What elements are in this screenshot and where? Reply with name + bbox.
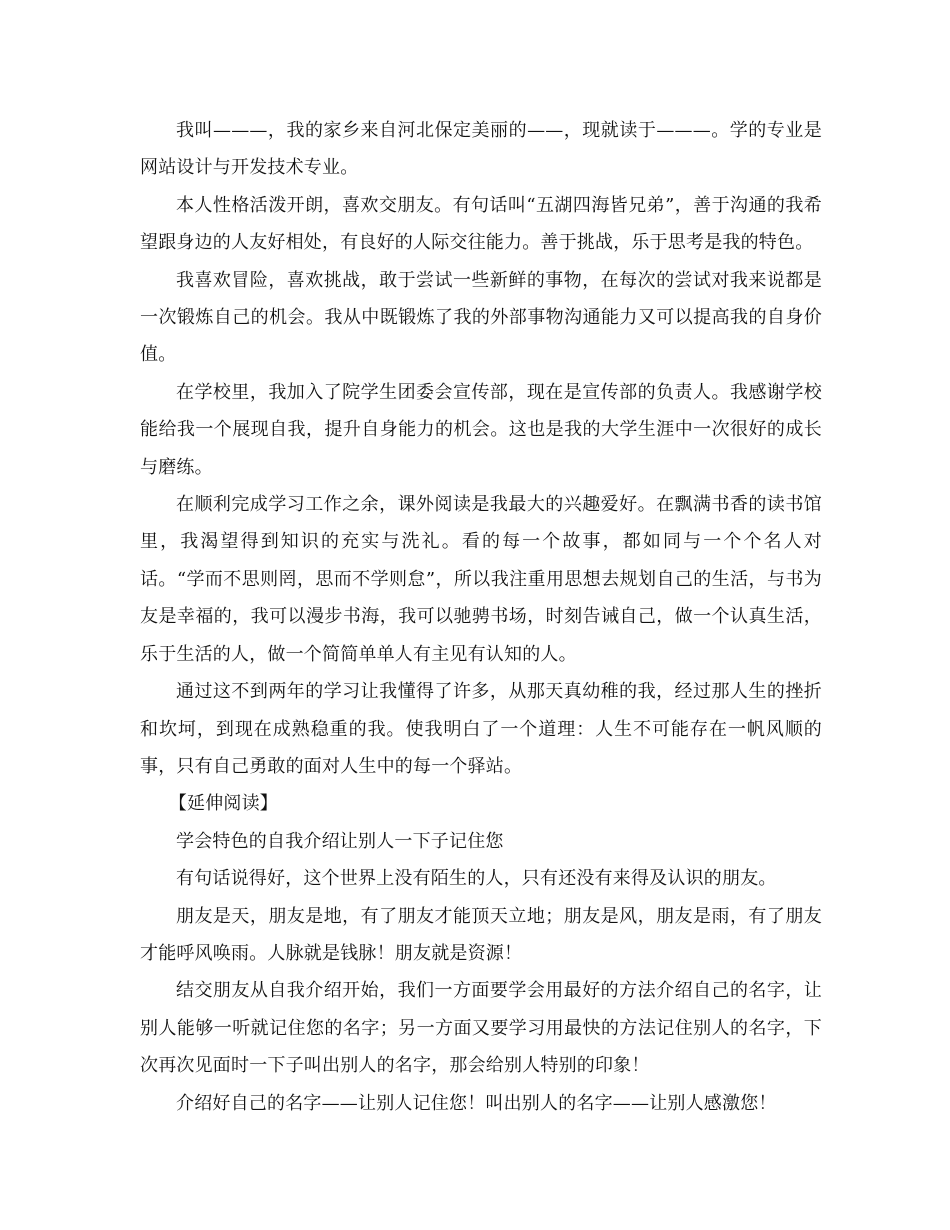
paragraph-growth: 通过这不到两年的学习让我懂得了许多，从那天真幼稚的我，经过那人生的挫折和坎坷，到现在成熟稳重的我。使我明白了一个道理：人生不可能存在一帆风顺的事，只有自己勇敢的面对人生中的每一个驿站。 — [140, 681, 822, 777]
extended-reading-title: 学会特色的自我介绍让别人一下子记住您 — [176, 830, 504, 852]
paragraph-adventure: 我喜欢冒险，喜欢挑战，敢于尝试一些新鲜的事物，在每次的尝试对我来说都是一次锻炼自己的机会。我从中既锻炼了我的外部事物沟通能力又可以提高我的自身价值。 — [140, 269, 822, 366]
paragraph-closing: 介绍好自己的名字——让别人记住您！叫出别人的名字——让别人感激您！ — [176, 1092, 777, 1114]
paragraph-friends: 朋友是天，朋友是地，有了朋友才能顶天立地；朋友是风，朋友是雨，有了朋友才能呼风唤雨。人脉就是钱脉！朋友就是资源！ — [140, 905, 822, 964]
extended-reading-heading: 【延伸阅读】 — [168, 793, 278, 815]
paragraph-reading: 在顺利完成学习工作之余，课外阅读是我最大的兴趣爱好。在飘满书香的读书馆里，我渴望得到知识的充实与洗礼。看的每一个故事，都如同与一个个名人对话。“学而不思则罔，思而不学则怠”，所以我注重用思想去规划自己的生活，与书为友是幸福的，我可以漫步书海，我可以驰骋书场，时刻告诫自己，做一个认真生活，乐于生活的人，做一个简简单单人有主见有认知的人。 — [140, 494, 822, 665]
paragraph-self-intro: 结交朋友从自我介绍开始，我们一方面要学会用最好的方法介绍自己的名字，让别人能够一听就记住您的名字；另一方面又要学习用最快的方法记住别人的名字，下次再次见面时一下子叫出别人的名字，那会给别人特别的印象！ — [140, 980, 822, 1077]
paragraph-saying: 有句话说得好，这个世界上没有陌生的人，只有还没有来得及认识的朋友。 — [176, 868, 777, 890]
document-body — [140, 112, 822, 1122]
paragraph-school: 在学校里，我加入了院学生团委会宣传部，现在是宣传部的负责人。我感谢学校能给我一个展现自我，提升自身能力的机会。这也是我的大学生涯中一次很好的成长与磨练。 — [140, 381, 822, 478]
paragraph-personality: 本人性格活泼开朗，喜欢交朋友。有句话叫“五湖四海皆兄弟”，善于沟通的我希望跟身边的人友好相处，有良好的人际交往能力。善于挑战，乐于思考是我的特色。 — [140, 194, 822, 254]
paragraph-intro: 我叫———，我的家乡来自河北保定美丽的——，现就读于———。学的专业是网站设计与开发技术专业。 — [140, 120, 822, 179]
